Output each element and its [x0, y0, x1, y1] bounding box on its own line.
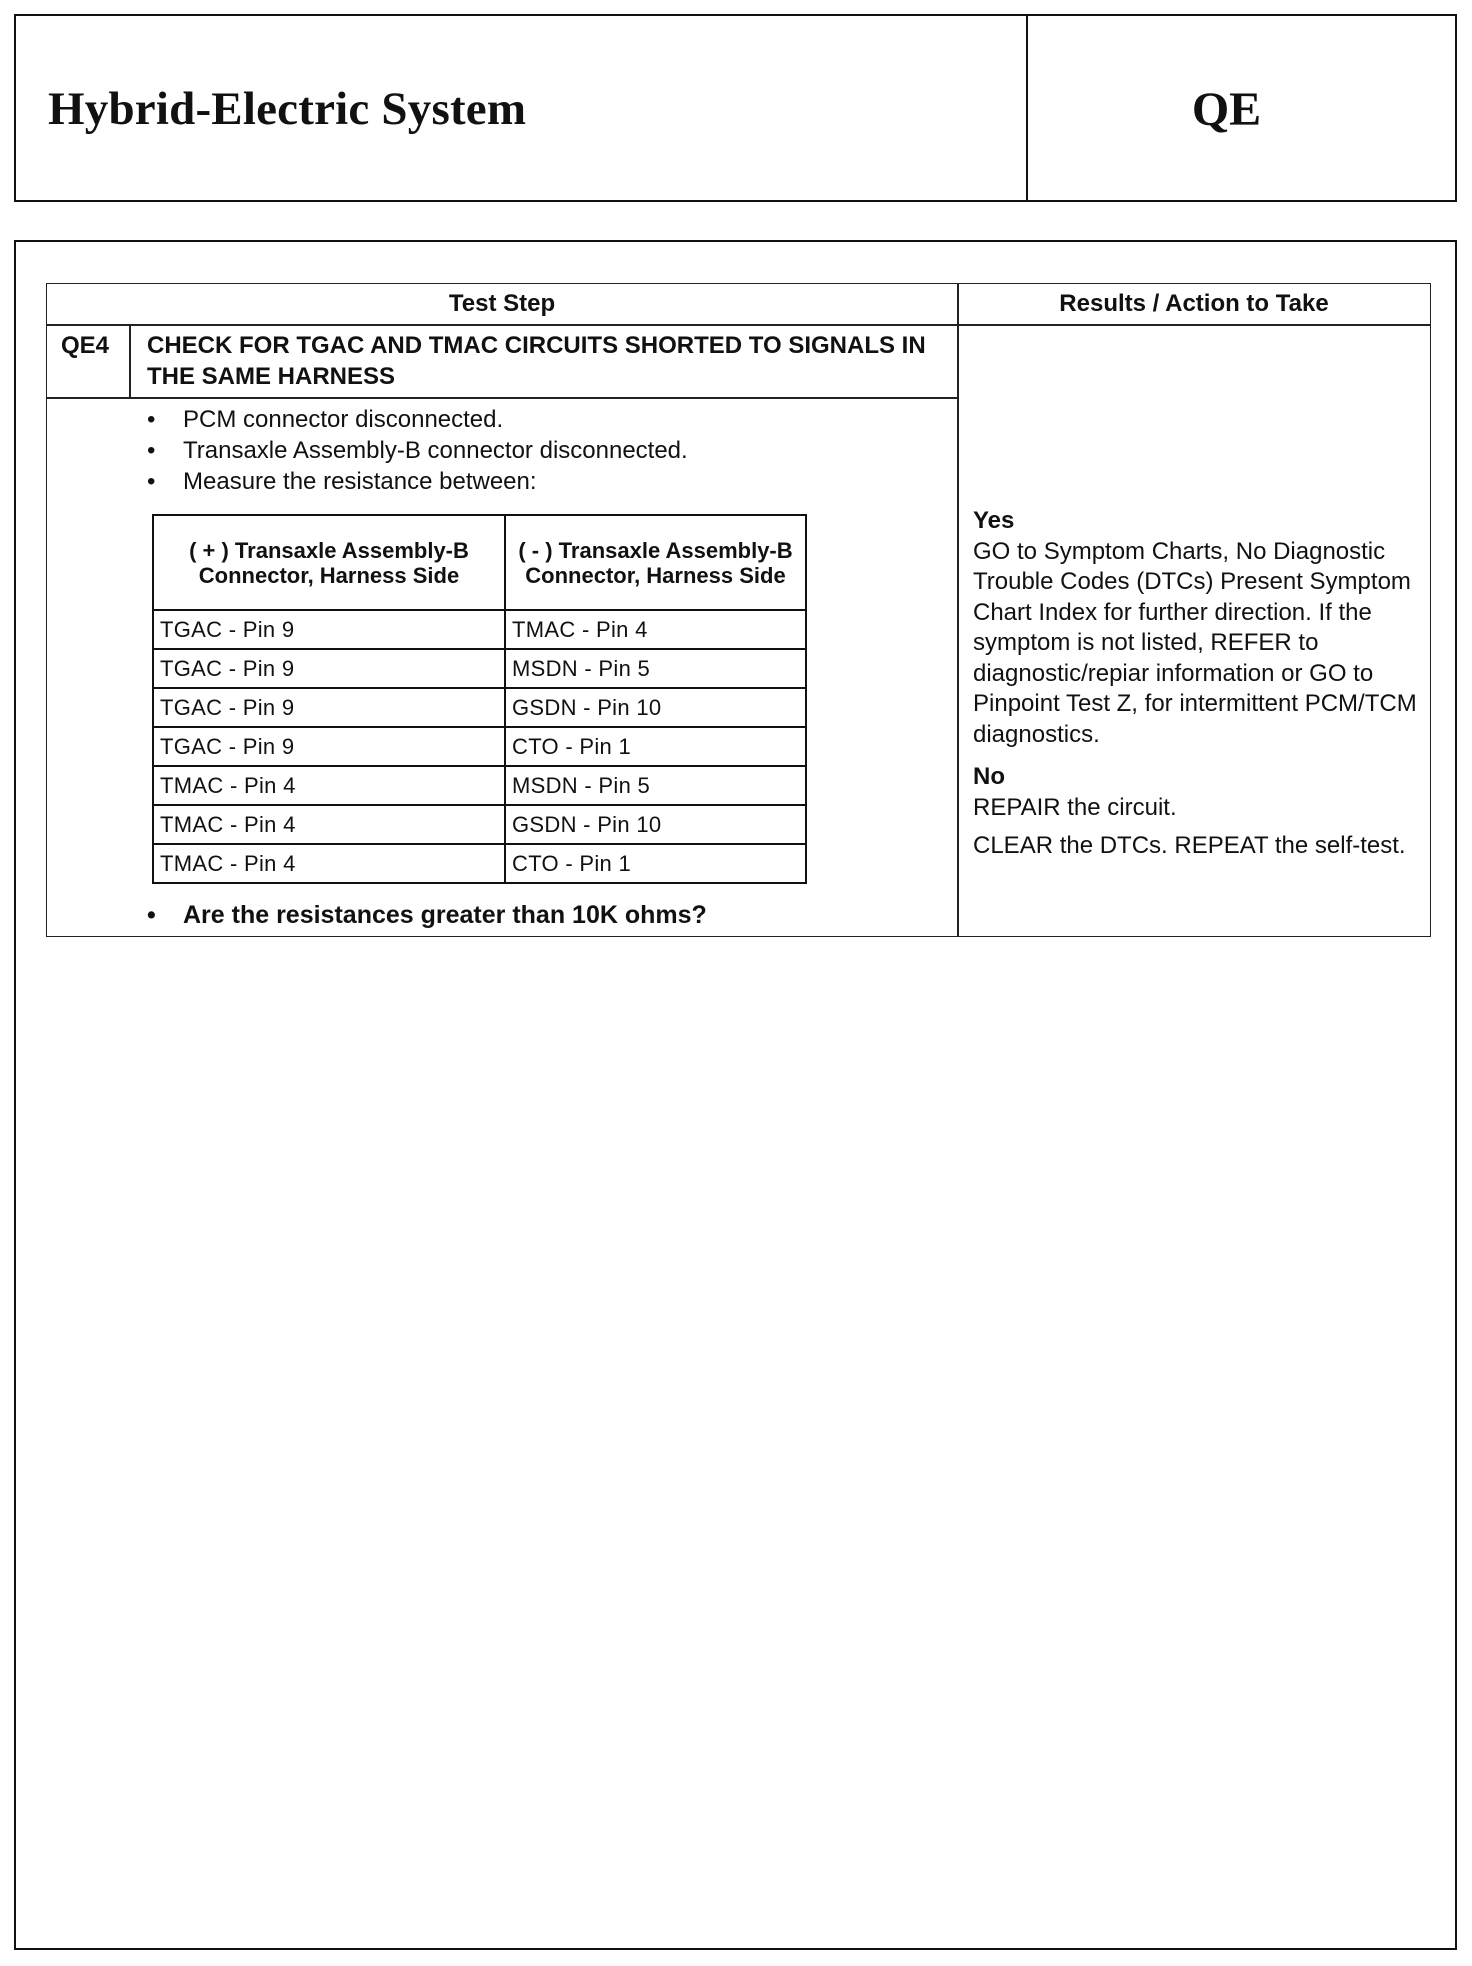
table-row — [153, 766, 806, 805]
test-step-table — [46, 283, 1431, 937]
plus-column-header: ( + ) Transaxle Assembly-B Connector, Harness Side — [153, 515, 505, 610]
step-code: QE4 — [61, 332, 110, 359]
table-row — [153, 844, 806, 883]
minus-column-header: ( - ) Transaxle Assembly-B Connector, Harness Side — [505, 515, 806, 610]
minus-cell: TMAC - Pin 4 — [505, 610, 806, 649]
code-divider — [129, 324, 131, 398]
minus-cell: MSDN - Pin 5 — [505, 649, 806, 688]
minus-cell: GSDN - Pin 10 — [505, 688, 806, 727]
plus-cell: TGAC - Pin 9 — [153, 649, 505, 688]
table-row — [153, 610, 806, 649]
resistance-table — [152, 514, 807, 884]
table-row — [153, 727, 806, 766]
plus-cell: TGAC - Pin 9 — [153, 727, 505, 766]
plus-cell: TMAC - Pin 4 — [153, 766, 505, 805]
plus-cell: TMAC - Pin 4 — [153, 805, 505, 844]
plus-cell: TGAC - Pin 9 — [153, 610, 505, 649]
minus-cell: CTO - Pin 1 — [505, 844, 806, 883]
no-action-clear: CLEAR the DTCs. REPEAT the self-test. — [973, 832, 1406, 859]
table-row — [153, 688, 806, 727]
page-title: Hybrid-Electric System — [48, 83, 527, 135]
no-action-repair: REPAIR the circuit. — [973, 793, 1177, 821]
column-divider — [957, 284, 959, 936]
title-rule — [47, 397, 958, 399]
minus-cell: CTO - Pin 1 — [505, 727, 806, 766]
bullet-item: • Transaxle Assembly-B connector disconnected. — [143, 435, 943, 466]
table-row — [153, 649, 806, 688]
bullet-item: • Measure the resistance between: — [143, 466, 943, 497]
results-column — [973, 506, 1423, 862]
plus-cell: TMAC - Pin 4 — [153, 844, 505, 883]
minus-cell: GSDN - Pin 10 — [505, 805, 806, 844]
step-question — [143, 901, 943, 930]
no-label: No — [973, 763, 1005, 790]
table-row — [153, 805, 806, 844]
yes-label: Yes — [973, 507, 1015, 534]
header-rule — [47, 324, 1430, 326]
section-code: QE — [1191, 83, 1262, 136]
yes-action: GO to Symptom Charts, No Diagnostic Trouble Codes (DTCs) Present Symptom Chart Index for further direction. If the symptom is not listed, REFER to diagnostic/repiar information or GO to Pinpoint Test Z, for intermittent PCM/TCM diagnostics. — [973, 537, 1417, 748]
test-step-header: Test Step — [448, 290, 556, 317]
plus-cell: TGAC - Pin 9 — [153, 688, 505, 727]
step-title: CHECK FOR TGAC AND TMAC CIRCUITS SHORTED TO SIGNALS IN THE SAME HARNESS — [147, 332, 926, 390]
results-header: Results / Action to Take — [1059, 290, 1329, 317]
step-bullets — [143, 404, 943, 497]
minus-cell: MSDN - Pin 5 — [505, 766, 806, 805]
question-text: • Are the resistances greater than 10K ohms? — [143, 901, 943, 930]
bullet-item: • PCM connector disconnected. — [143, 404, 943, 435]
